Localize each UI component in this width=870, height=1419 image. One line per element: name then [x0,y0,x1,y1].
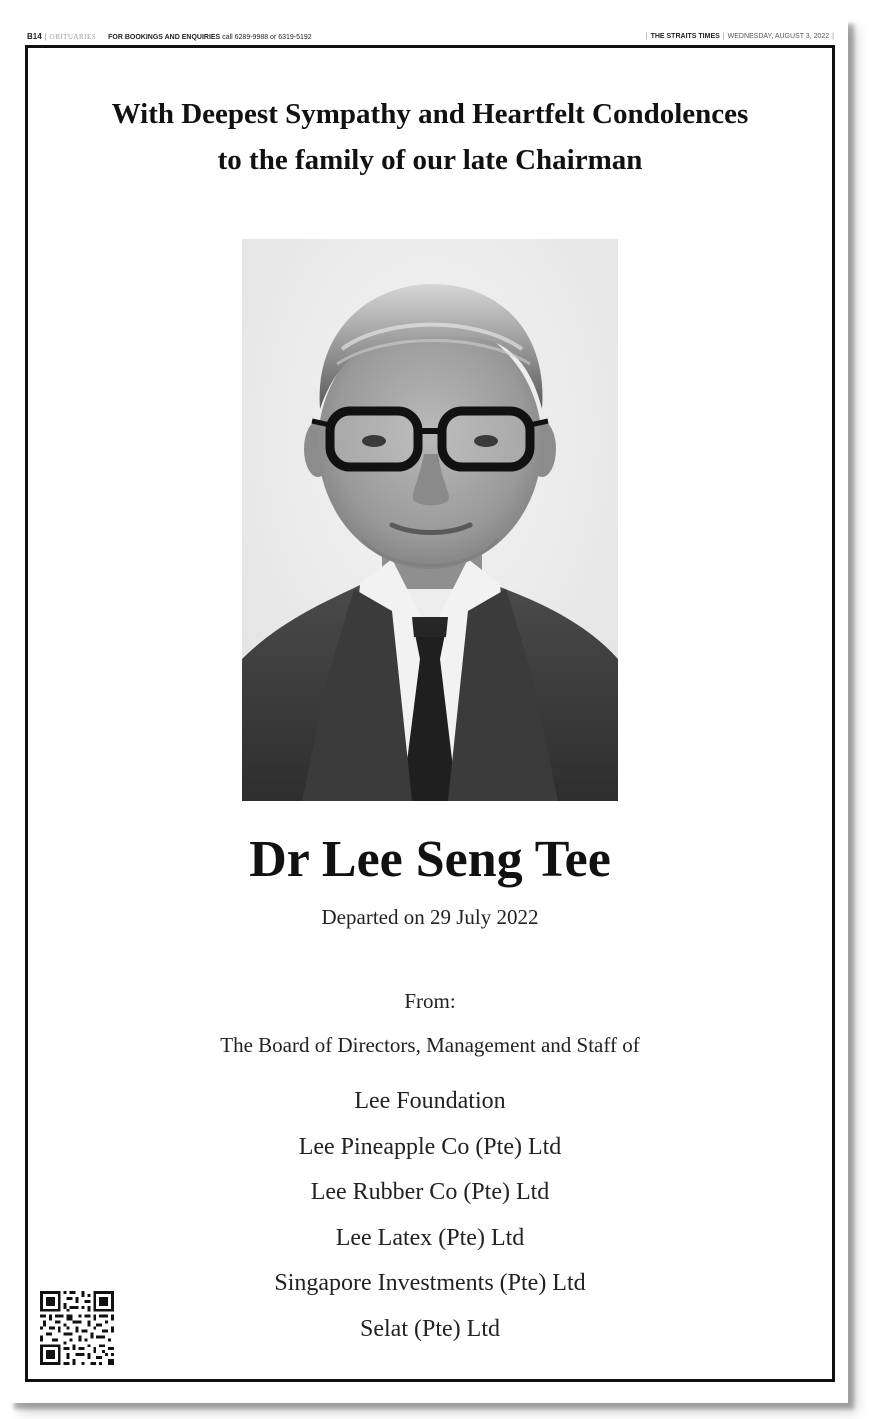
company-list [28,1079,832,1352]
header-left [27,30,312,45]
list-item: Lee Latex (Pte) Ltd [335,1224,525,1251]
page-number: B14 [27,32,42,41]
bookings-phone: call 6289-9988 or 6319-5192 [222,34,312,41]
list-item: Lee Foundation [354,1088,506,1114]
qr-code-icon[interactable] [40,1291,114,1365]
list-item: Selat (Pte) Ltd [360,1315,500,1342]
deceased-name: Dr Lee Seng Tee [249,831,611,888]
issue-date: WEDNESDAY, AUGUST 3, 2022 [727,33,830,40]
list-item: Lee Rubber Co (Pte) Ltd [310,1179,550,1205]
condolence-headline: With Deepest Sympathy and Heartfelt Condolences [111,98,749,130]
bookings-label: FOR BOOKINGS AND ENQUIRIES [108,34,221,41]
header-divider: | [722,33,725,40]
page-header [27,30,837,44]
list-item: Singapore Investments (Pte) Ltd [274,1270,586,1296]
header-divider: | [832,33,834,40]
header-divider: | [44,34,47,41]
departed-date: Departed on 29 July 2022 [321,905,539,929]
obituary-notice [25,45,835,1382]
section-name: OBITUARIES [49,33,97,41]
header-divider: | [645,33,648,40]
portrait-photo [242,239,618,801]
header-right [643,30,837,44]
portrait-illustration [242,239,618,801]
newspaper-name: THE STRAITS TIMES [650,33,720,40]
board-line: The Board of Directors, Management and Staff of [220,1033,640,1057]
list-item: Lee Pineapple Co (Pte) Ltd [298,1133,562,1160]
from-label: From: [404,989,456,1013]
condolence-subheadline: to the family of our late Chairman [217,144,643,176]
